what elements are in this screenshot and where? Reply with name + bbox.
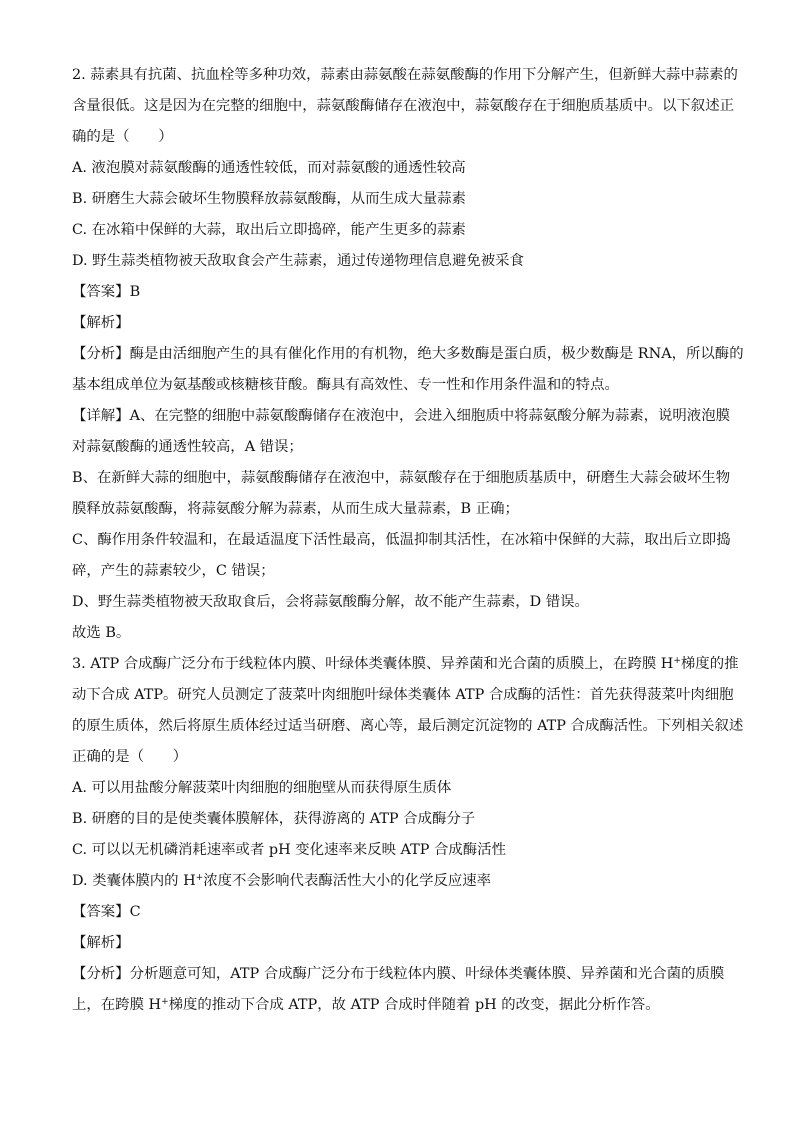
analysis-line: D、野生蒜类植物被天敌取食后，会将蒜氨酸酶分解，故不能产生蒜素，D 错误。	[72, 594, 589, 610]
option-text: D. 类囊体膜内的 H	[72, 873, 196, 889]
analysis-line: 故选 B。	[72, 625, 131, 641]
option-c: C. 在冰箱中保鲜的大蒜，取出后立即捣碎，能产生更多的蒜素	[72, 222, 466, 238]
option-b: B. 研磨生大蒜会破坏生物膜释放蒜氨酸酶，从而生成大量蒜素	[72, 191, 466, 207]
analysis-line: B、在新鲜大蒜的细胞中，蒜氨酸酶储存在液泡中，蒜氨酸存在于细胞质基质中，研磨生大蒜会破坏生物	[72, 470, 731, 486]
stem-text: 梯度的推	[680, 656, 739, 672]
question-stem-line: 的原生质体，然后将原生质体经过适当研磨、离心等，最后测定沉淀物的 ATP 合成酶活性。下列相关叙述	[72, 718, 744, 734]
option-a: A. 可以用盐酸分解菠菜叶肉细胞的细胞壁从而获得原生质体	[72, 780, 452, 796]
superscript-plus: +	[161, 997, 169, 1007]
question-stem-line: 确的是（ ）	[72, 129, 173, 145]
analysis-line: C、酶作用条件较温和，在最适温度下活性最高，低温抑制其活性，在冰箱中保鲜的大蒜，取出后立即捣	[72, 532, 731, 548]
option-a: A. 液泡膜对蒜氨酸酶的通透性较低，而对蒜氨酸的通透性较高	[72, 160, 466, 176]
analysis-line: 【分析】酶是由活细胞产生的具有催化作用的有机物，绝大多数酶是蛋白质，极少数酶是 RNA，所以酶的	[72, 346, 744, 362]
answer-line: 【答案】C	[72, 904, 141, 920]
stem-text: 3. ATP 合成酶广泛分布于线粒体内膜、叶绿体类囊体膜、异养菌和光合菌的质膜上，在跨膜 H	[72, 656, 674, 672]
question-stem-line: 正确的是（ ）	[72, 749, 188, 765]
superscript-plus: +	[195, 873, 204, 883]
answer-line: 【答案】B	[72, 284, 141, 300]
option-d: D. 野生蒜类植物被天敌取食会产生蒜素，通过传递物理信息避免被采食	[72, 253, 524, 269]
document-page	[72, 60, 744, 1021]
analysis-text: 上，在跨膜 H	[72, 997, 162, 1013]
analysis-heading: 【解析】	[72, 935, 130, 951]
analysis-heading: 【解析】	[72, 315, 130, 331]
analysis-line	[72, 990, 724, 1021]
option-b: B. 研磨的目的是使类囊体膜解体，获得游离的 ATP 合成酶分子	[72, 811, 476, 827]
analysis-line: 【分析】分析题意可知，ATP 合成酶广泛分布于线粒体内膜、叶绿体类囊体膜、异养菌和光合菌的质膜	[72, 966, 725, 982]
analysis-line: 碎，产生的蒜素较少，C 错误；	[72, 563, 275, 579]
question-stem-line: 2. 蒜素具有抗菌、抗血栓等多种功效，蒜素由蒜氨酸在蒜氨酸酶的作用下分解产生，但新鲜大蒜中蒜素的	[72, 67, 738, 83]
question-3	[72, 649, 744, 1021]
option-text: 浓度不会影响代表酶活性大小的化学反应速率	[203, 873, 492, 889]
analysis-text: 梯度的推动下合成 ATP，故 ATP 合成时伴随着 pH 的改变，据此分析作答。	[168, 997, 660, 1013]
analysis-line: 基本组成单位为氨基酸或核糖核苷酸。酶具有高效性、专一性和作用条件温和的特点。	[72, 377, 619, 393]
superscript-plus: +	[673, 656, 681, 666]
analysis-line: 膜释放蒜氨酸酶，将蒜氨酸分解为蒜素，从而生成大量蒜素，B 正确；	[72, 501, 519, 517]
option-c: C. 可以以无机磷消耗速率或者 pH 变化速率来反映 ATP 合成酶活性	[72, 842, 506, 858]
analysis-line: 对蒜氨酸酶的通透性较高，A 错误；	[72, 439, 303, 455]
question-2	[72, 60, 744, 649]
question-stem-line	[72, 649, 739, 680]
option-d	[72, 866, 724, 897]
analysis-line: 【详解】A、在完整的细胞中蒜氨酸酶储存在液泡中，会进入细胞质中将蒜氨酸分解为蒜素，说明液泡膜	[72, 408, 730, 424]
question-stem-line: 动下合成 ATP。研究人员测定了菠菜叶肉细胞叶绿体类囊体 ATP 合成酶的活性：首先获得菠菜叶肉细胞	[72, 687, 734, 703]
question-stem-line: 含量很低。这是因为在完整的细胞中，蒜氨酸酶储存在液泡中，蒜氨酸存在于细胞质基质中。以下叙述正	[72, 98, 734, 114]
